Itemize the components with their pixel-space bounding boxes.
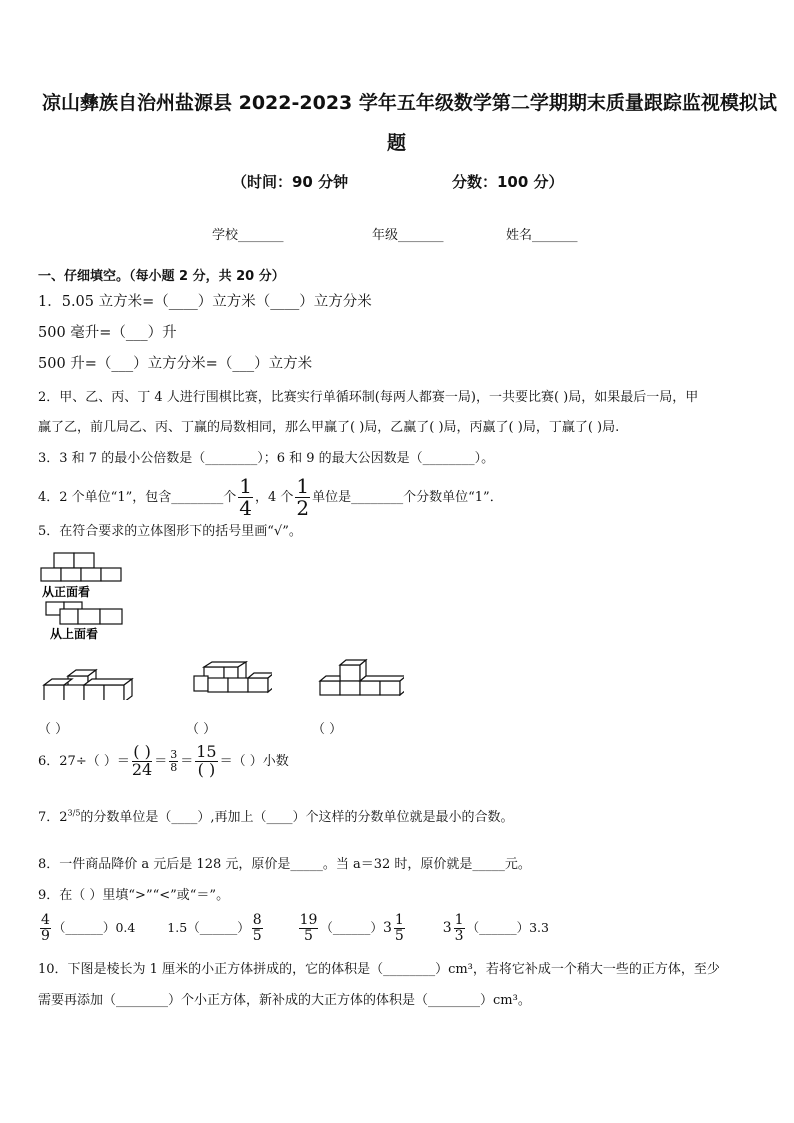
- fraction-numerator: ( ): [133, 742, 151, 762]
- grade-field: [372, 224, 444, 243]
- fraction-one-fifth: [394, 913, 405, 943]
- question-9-items: [38, 908, 549, 948]
- grade-blank: _______: [398, 228, 444, 243]
- front-view-label: 从正面看: [42, 585, 91, 599]
- fraction-denominator: 3: [454, 928, 464, 944]
- fraction-denominator: ( ): [197, 760, 216, 779]
- compare-blank-4: （______）: [466, 920, 530, 935]
- fraction-denominator: 5: [304, 928, 313, 944]
- question-4-part-1: 4．2 个单位“1”，包含________个: [38, 490, 237, 505]
- fraction-four-ninths: [40, 913, 51, 943]
- exam-time: （时间：90 分钟: [232, 173, 349, 191]
- school-field: [212, 224, 284, 243]
- question-1-line-2: 500 毫升=（___）升: [38, 325, 177, 341]
- fraction-numerator: 1: [296, 474, 310, 498]
- question-7-prefix: 7．2: [38, 810, 68, 825]
- fraction-numerator: 1: [394, 912, 404, 929]
- fraction-denominator: 2: [296, 496, 310, 520]
- exam-score: 分数：100 分）: [452, 173, 564, 191]
- fraction-15-over-blank: [195, 744, 217, 779]
- fraction-numerator: 15: [196, 742, 217, 762]
- name-label: 姓名: [506, 228, 533, 243]
- fraction-numerator: 4: [41, 912, 50, 929]
- top-view-label: 从上面看: [50, 627, 99, 641]
- question-8: 8．一件商品降价 a 元后是 128 元，原价是_____。当 a＝32 时，原价就是_____元。: [38, 857, 531, 872]
- grade-label: 年级: [372, 228, 399, 243]
- front-view-diagram: [41, 553, 121, 581]
- question-10-line-1: 10．下图是棱长为 1 厘米的小正方体拼成的，它的体积是（________）cm³，若将它补成一个稍大一些的正方体，至少: [38, 962, 720, 977]
- compare-blank-3: （______）: [320, 920, 383, 935]
- fraction-numerator: 3: [170, 748, 178, 762]
- equals-sign: ＝: [154, 754, 168, 769]
- question-6: [38, 742, 289, 782]
- fraction-nineteen-fifths: [299, 913, 319, 943]
- compare-blank-1: （______）: [52, 920, 116, 935]
- fraction-denominator: 4: [239, 496, 252, 520]
- compare-blank-2: （______）: [187, 920, 250, 935]
- question-5: 5．在符合要求的立体图形下的括号里画“√”。: [38, 524, 302, 539]
- page-title-continued: 题: [387, 132, 407, 154]
- answer-bracket-a: （ ）: [38, 722, 69, 737]
- fraction-denominator: 24: [131, 760, 153, 779]
- question-4-part-2: ，4 个: [254, 490, 294, 505]
- solid-figure-c: [316, 658, 404, 696]
- fraction-three-eighths: [169, 749, 178, 773]
- school-blank: _______: [238, 228, 284, 243]
- section-title: 一、仔细填空。（每小题 2 分，共 20 分）: [38, 269, 285, 284]
- compare-value: 3.3: [529, 920, 549, 935]
- question-9: 9．在（ ）里填“>”“<”或“＝”。: [38, 888, 230, 903]
- question-6-suffix: ＝（ ）小数: [219, 754, 289, 769]
- question-2-line-2: 赢了乙，前几局乙、丙、丁赢的局数相同，那么甲赢了( )局，乙赢了( )局，丙赢了( )局，丁赢了( )局.: [38, 420, 620, 435]
- fraction-numerator: 8: [252, 912, 262, 929]
- question-10-line-2: 需要再添加（________）个小正方体，新补成的大正方体的体积是（________）cm³。: [38, 993, 531, 1008]
- mixed-number-whole: 3: [442, 920, 452, 936]
- question-4: [38, 476, 503, 519]
- fraction-one-quarter: [238, 476, 253, 519]
- answer-bracket-b: （ ）: [186, 722, 217, 737]
- question-1-line-1: 1．5.05 立方米=（____）立方米（____）立方分米: [38, 294, 372, 310]
- question-6-prefix: 6．27÷（ ）＝: [38, 754, 130, 769]
- fraction-one-third: [454, 913, 465, 943]
- compare-value: 0.4: [115, 920, 136, 935]
- fraction-eight-fifths: [252, 913, 263, 943]
- fraction-numerator: 19: [299, 912, 318, 929]
- name-blank: _______: [532, 228, 578, 243]
- equals-sign: ＝: [180, 754, 194, 769]
- question-4-part-3: 单位是________个分数单位“1”．: [312, 490, 503, 505]
- fraction-denominator: 8: [170, 761, 178, 774]
- top-view-diagram: [46, 602, 122, 624]
- compare-value: 1.5: [167, 920, 188, 935]
- fraction-numerator: 1: [454, 912, 464, 929]
- fraction-one-half: [295, 476, 310, 519]
- fraction-blank-over-24: [132, 744, 152, 779]
- question-7-text: 的分数单位是（____）,再加上（____）个这样的分数单位就是最小的合数。: [80, 810, 514, 825]
- solid-figure-b: [190, 656, 272, 696]
- mixed-number-whole: 3: [382, 920, 392, 936]
- mixed-fraction-part: 3/5: [67, 808, 81, 818]
- question-1-line-3: 500 升=（___）立方分米=（___）立方米: [38, 356, 313, 372]
- question-2-line-1: 2．甲、乙、丙、丁 4 人进行围棋比赛，比赛实行单循环制(每两人都赛一局)，一共要比赛( )局，如果最后一局，甲: [38, 390, 699, 405]
- question-3: 3．3 和 7 的最小公倍数是（________）；6 和 9 的最大公因数是（________）。: [38, 451, 495, 466]
- page-title: 凉山彝族自治州盐源县 2022-2023 学年五年级数学第二学期期末质量跟踪监视模拟试: [42, 92, 777, 114]
- school-label: 学校: [212, 228, 239, 243]
- question-7: [38, 806, 514, 825]
- fraction-denominator: 5: [394, 928, 404, 944]
- fraction-numerator: 1: [239, 474, 252, 498]
- answer-bracket-c: （ ）: [312, 722, 343, 737]
- fraction-denominator: 9: [41, 928, 50, 944]
- name-field: [506, 224, 578, 243]
- fraction-denominator: 5: [252, 928, 262, 944]
- view-diagrams: [36, 548, 136, 642]
- solid-figure-a: [40, 664, 136, 700]
